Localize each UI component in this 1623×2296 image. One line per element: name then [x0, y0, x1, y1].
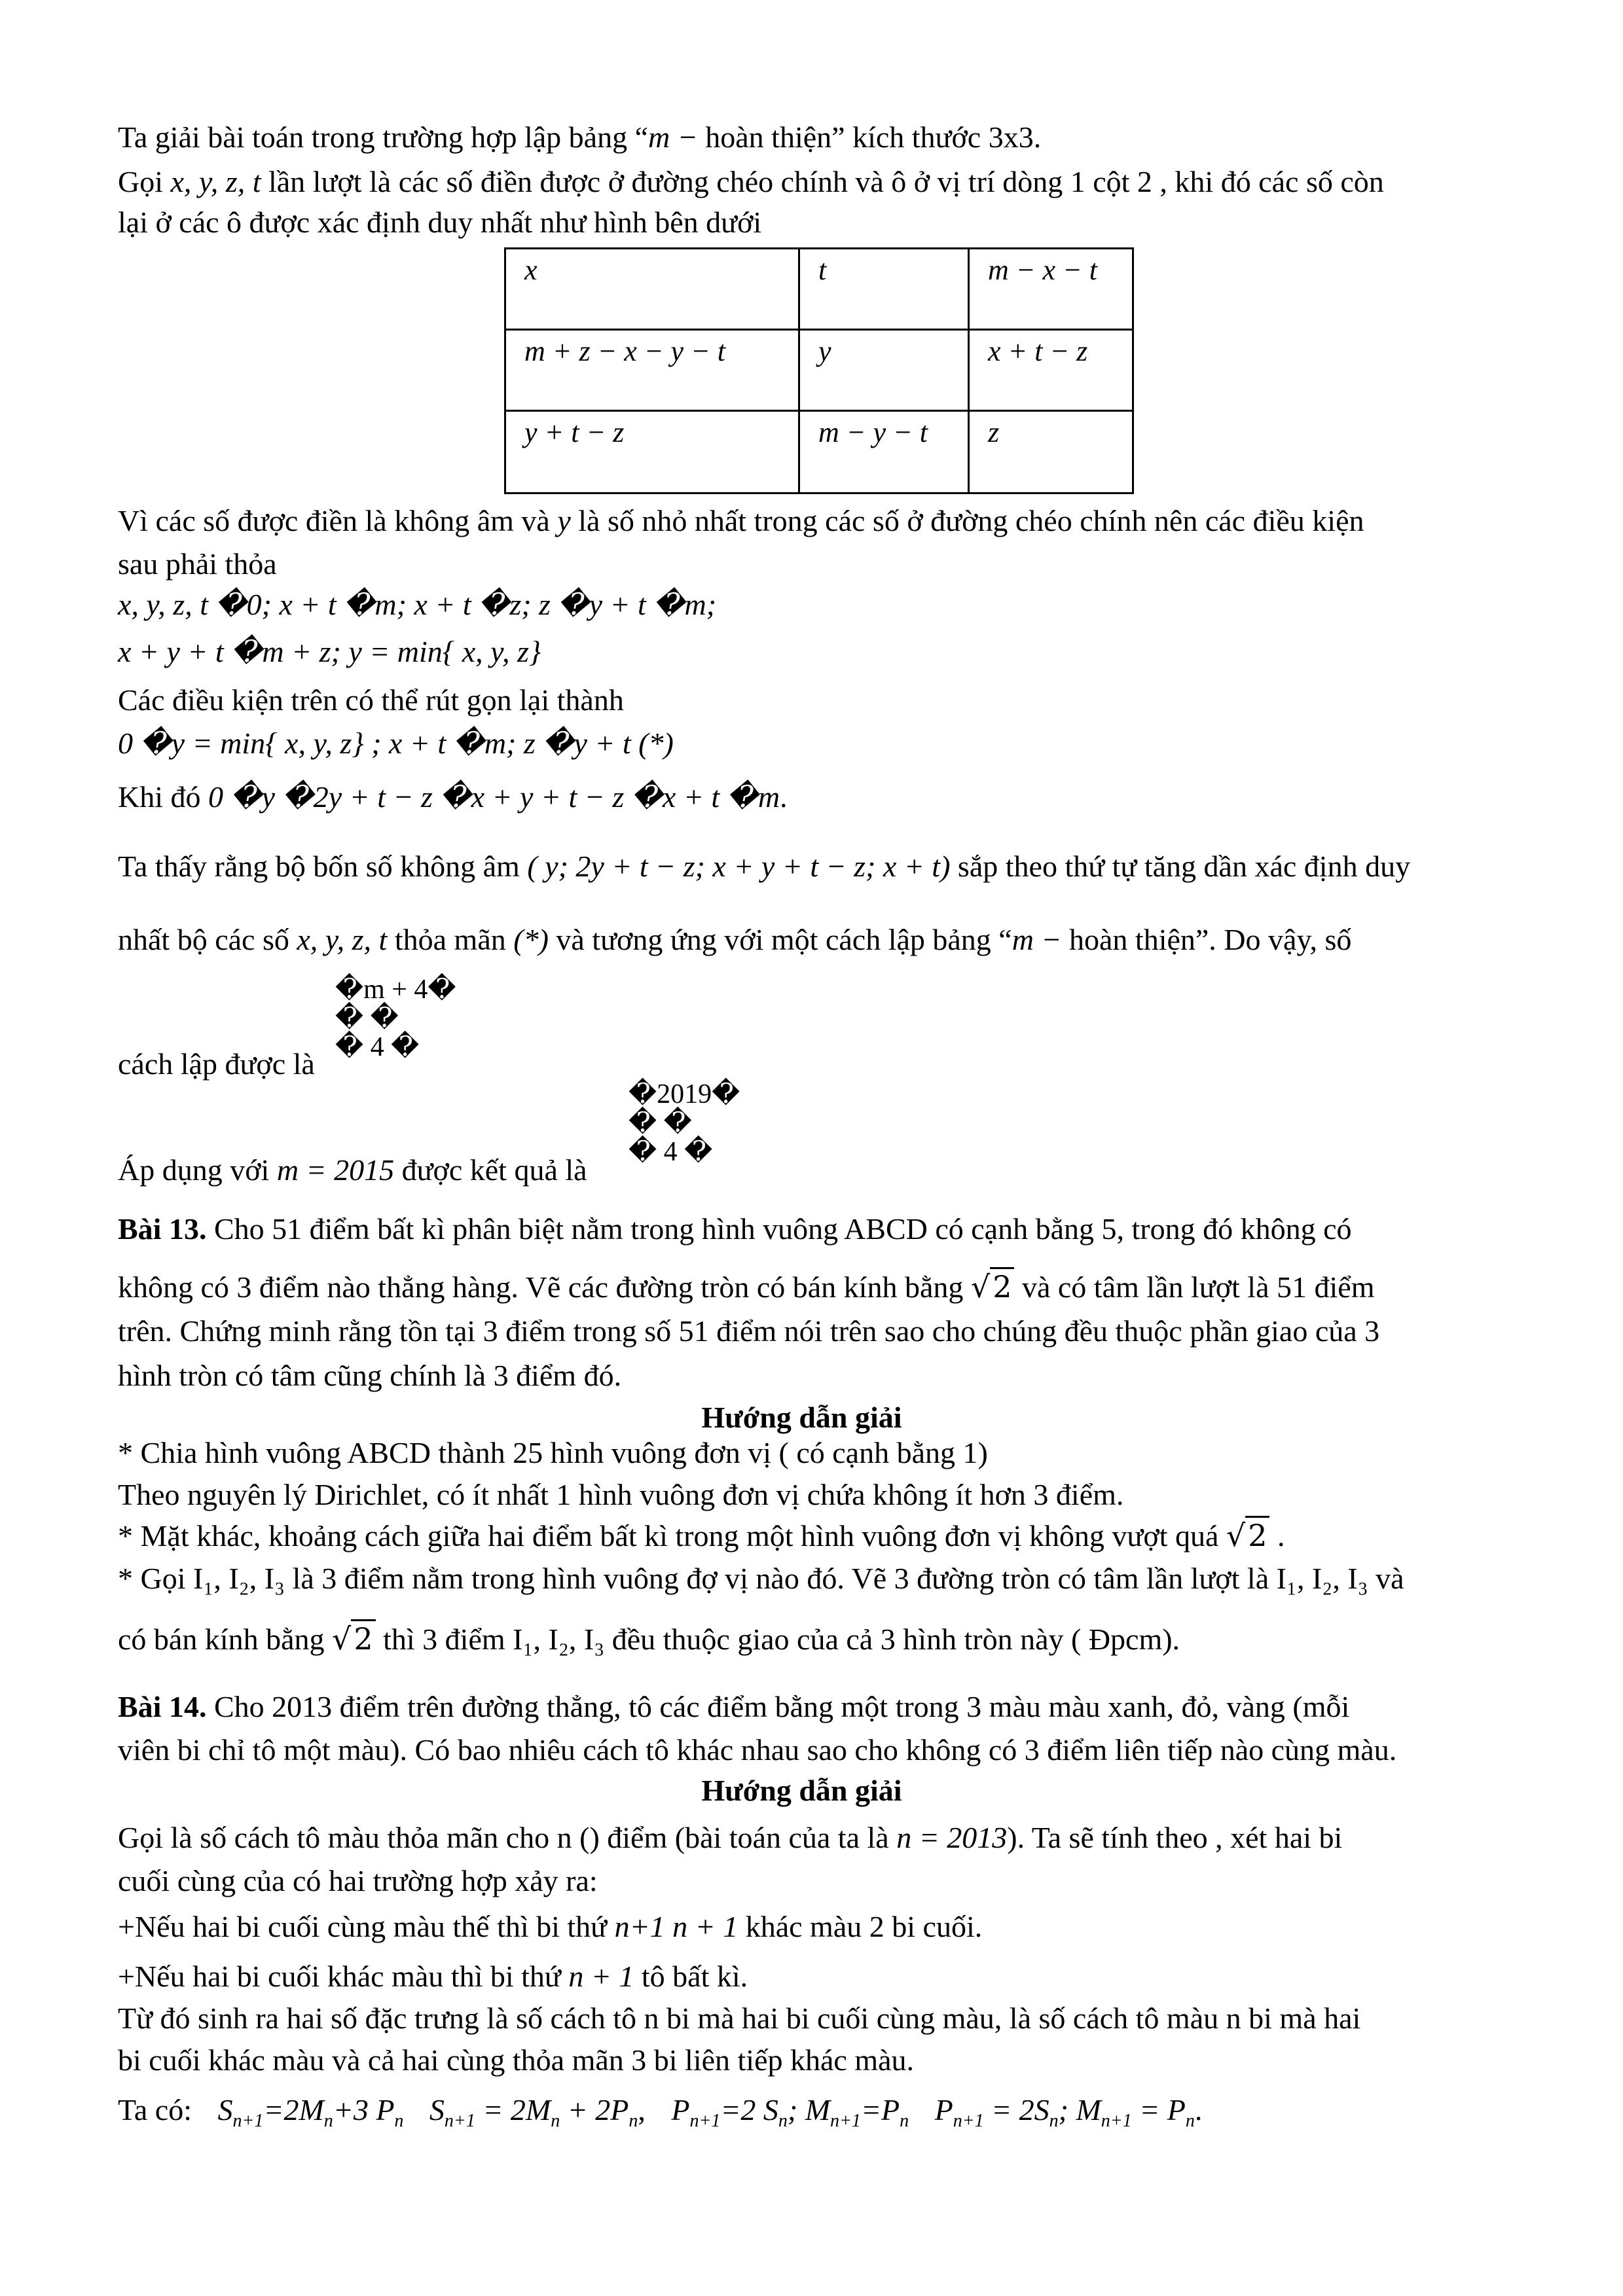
math-m: m − — [648, 120, 698, 154]
text: +Nếu hai bi cuối cùng màu thế thì bi thứ — [118, 1910, 615, 1943]
problem-title: Bài 13. — [118, 1212, 207, 1246]
math-m-2015: m = 2015 — [276, 1153, 395, 1187]
solution-line — [118, 1517, 1486, 1554]
sqrt-2: √2 — [1226, 1516, 1270, 1553]
problem-14-statement — [118, 1689, 1486, 1725]
math-n-plus-1: n + 1 — [568, 1960, 634, 1993]
paragraph-variables — [118, 164, 1486, 200]
formula-3: $P_{n+1}=2$ $S_n$; $M_{n+1}=P_n$ — [671, 2093, 909, 2132]
solution-line: * Gọi I₁, I₂, I₃ là 3 điểm nằm trong hình vuông đợ vị nào đó. Vẽ 3 đường tròn có tâm lần lượt là I₁, I₂, I₃ và — [118, 1562, 1404, 1595]
table-cell: m − y − t — [799, 411, 969, 493]
paragraph-intro — [118, 119, 1486, 156]
text: Áp dụng với — [118, 1153, 277, 1187]
paragraph-line: sau phải thỏa — [118, 547, 277, 581]
solution-line: Từ đó sinh ra hai số đặc trưng là số cách tô n bi mà hai bi cuối cùng màu, là số cách tô màu n bi mà hai — [118, 2001, 1361, 2035]
table-cell: m + z − x − y − t — [505, 330, 799, 411]
text: lần lượt là các số điền được ở đường chéo chính và ô ở vị trí dòng 1 cột 2 , khi đó các số còn — [261, 165, 1384, 198]
text: hoàn thiện” kích thước 3x3. — [697, 120, 1042, 154]
math-vars: x, y, z, t — [297, 923, 388, 956]
text: hoàn thiện”. Do vậy, số — [1061, 923, 1352, 956]
text: được kết quả là — [394, 1153, 587, 1187]
table-cell: y — [799, 330, 969, 411]
period: . — [1194, 2093, 1203, 2126]
paragraph-unique — [118, 922, 1486, 958]
solution-heading: Hướng dẫn giải — [701, 1401, 902, 1434]
text: tô bất kì. — [634, 1960, 748, 1993]
text: Ta giải bài toán trong trường hợp lập bảng “ — [118, 120, 648, 154]
formula-4: $P_{n+1} = 2S_n$; $M_{n+1} = P_n$ — [934, 2093, 1195, 2132]
math-n-2013: n = 2013 — [896, 1821, 1008, 1854]
binom-top: �m + 4� — [335, 975, 456, 1005]
math-n-plus-1: n+1 — [614, 1910, 665, 1943]
solution-line: cuối cùng của có hai trường hợp xảy ra: — [118, 1864, 598, 1897]
text: Ta có: — [118, 2093, 192, 2126]
text: . — [780, 780, 788, 814]
text: Vì các số được điền là không âm và — [118, 504, 558, 537]
formula-1: $S_{n+1}=2M_n+3$ $P_n$ — [217, 2093, 404, 2132]
value-table — [504, 247, 1134, 494]
text: và tương ứng với một cách lập bảng “ — [548, 923, 1012, 956]
text: +Nếu hai bi cuối khác màu thì bi thứ — [118, 1960, 569, 1993]
table-cell: x — [505, 249, 799, 330]
binom-top: �2019� — [629, 1079, 740, 1109]
problem-13-line — [118, 1268, 1486, 1306]
recurrence-line — [118, 2092, 1486, 2140]
text: nhất bộ các số — [118, 923, 297, 956]
paragraph-apply — [118, 1152, 1486, 1189]
table-row — [505, 249, 1133, 330]
solution-line — [118, 1621, 1486, 1658]
text: Khi đó — [118, 780, 208, 814]
text: ). Ta sẽ tính theo , xét hai bi — [1007, 1821, 1343, 1854]
paragraph-line: lại ở các ô được xác định duy nhất như hình bên dưới — [118, 206, 762, 239]
solution-line — [118, 1820, 1486, 1856]
equation-2: x + y + t �m + z; y = min{ x, y, z} — [118, 635, 541, 668]
solution-line: * Chia hình vuông ABCD thành 25 hình vuông đơn vị ( có cạnh bằng 1) — [118, 1436, 988, 1469]
comma: , — [638, 2093, 646, 2126]
text: có bán kính bằng — [118, 1623, 333, 1656]
math-m: m − — [1012, 923, 1062, 956]
problem-14-line: viên bi chỉ tô một màu). Có bao nhiêu cách tô khác nhau sao cho không có 3 điểm liên tiếp nào cùng màu. — [118, 1733, 1397, 1767]
math-y: y — [557, 504, 571, 537]
text: . — [1269, 1519, 1285, 1552]
binom-bot: � 4 � — [335, 1032, 420, 1062]
text: không có 3 điểm nào thẳng hàng. Vẽ các đường tròn có bán kính bằng — [118, 1270, 971, 1304]
solution-line: bi cuối khác màu và cả hai cùng thỏa mãn 3 bi liên tiếp khác màu. — [118, 2043, 915, 2077]
solution-line — [118, 1909, 1486, 1945]
text: Gọi là số cách tô màu thỏa mãn cho n () điểm (bài toán của ta là — [118, 1821, 897, 1854]
equation-1: x, y, z, t �0; x + t �m; x + t �z; z �y + t �m; — [118, 588, 717, 621]
table-cell: z — [969, 411, 1133, 493]
table-cell: m − x − t — [969, 249, 1133, 330]
text: thỏa mãn — [387, 923, 514, 956]
text: và có tâm lần lượt là 51 điểm — [1014, 1270, 1375, 1304]
problem-title: Bài 14. — [118, 1690, 207, 1723]
text: Cho 2013 điểm trên đường thẳng, tô các điểm bằng một trong 3 màu màu xanh, đỏ, vàng (mỗi — [206, 1690, 1350, 1723]
problem-13-line: hình tròn có tâm cũng chính là 3 điểm đó. — [118, 1359, 622, 1392]
text: Gọi — [118, 165, 171, 198]
problem-13-line: trên. Chứng minh rằng tồn tại 3 điểm trong số 51 điểm nói trên sao cho chúng đều thuộc phần giao của 3 — [118, 1314, 1380, 1348]
binom-mid: � � — [629, 1108, 692, 1138]
paragraph-line: Các điều kiện trên có thể rút gọn lại thành — [118, 683, 624, 717]
table-row — [505, 411, 1133, 493]
sqrt-2: √2 — [971, 1267, 1015, 1304]
binom-mid: � � — [335, 1003, 399, 1033]
solution-heading: Hướng dẫn giải — [701, 1774, 902, 1807]
text: * Mặt khác, khoảng cách giữa hai điểm bất kì trong một hình vuông đơn vị không vượt quá — [118, 1519, 1226, 1552]
problem-13-statement — [118, 1211, 1486, 1247]
sqrt-2: √2 — [332, 1619, 376, 1657]
paragraph-line: cách lập được là — [118, 1047, 315, 1081]
text: Cho 51 điểm bất kì phân biệt nằm trong hình vuông ABCD có cạnh bằng 5, trong đó không có — [206, 1212, 1352, 1246]
table-row — [505, 330, 1133, 411]
formula-2: $S_{n+1} = 2M_n + 2P_n$ — [429, 2093, 638, 2132]
text: thì 3 điểm I₁, I₂, I₃ đều thuộc giao của cả 3 hình tròn này ( Đpcm). — [375, 1623, 1180, 1656]
math-inequality: 0 �y �2y + t − z �x + y + t − z �x + t �m — [208, 780, 780, 814]
math-tuple: ( y; 2y + t − z; x + y + t − z; x + t) — [527, 850, 951, 883]
math-star: (*) — [513, 923, 549, 956]
text: sắp theo thứ tự tăng dần xác định duy — [950, 850, 1411, 883]
math-n-plus-1: n + 1 — [672, 1910, 739, 1943]
binom-bot: � 4 � — [629, 1137, 713, 1167]
table-cell: t — [799, 249, 969, 330]
paragraph-tuple — [118, 848, 1486, 885]
math-vars: x, y, z, t — [170, 165, 261, 198]
solution-line — [118, 1958, 1486, 1995]
solution-line: Theo nguyên lý Dirichlet, có ít nhất 1 hình vuông đơn vị chứa không ít hơn 3 điểm. — [118, 1478, 1124, 1511]
text: khác màu 2 bi cuối. — [738, 1910, 983, 1943]
text: là số nhỏ nhất trong các số ở đường chéo chính nên các điều kiện — [570, 504, 1364, 537]
paragraph-khi-do — [118, 779, 1486, 816]
equation-3: 0 �y = min{ x, y, z} ; x + t �m; z �y + t (*) — [118, 726, 674, 760]
paragraph-conditions — [118, 503, 1486, 539]
table-cell: y + t − z — [505, 411, 799, 493]
table-cell: x + t − z — [969, 330, 1133, 411]
text: Ta thấy rằng bộ bốn số không âm — [118, 850, 528, 883]
